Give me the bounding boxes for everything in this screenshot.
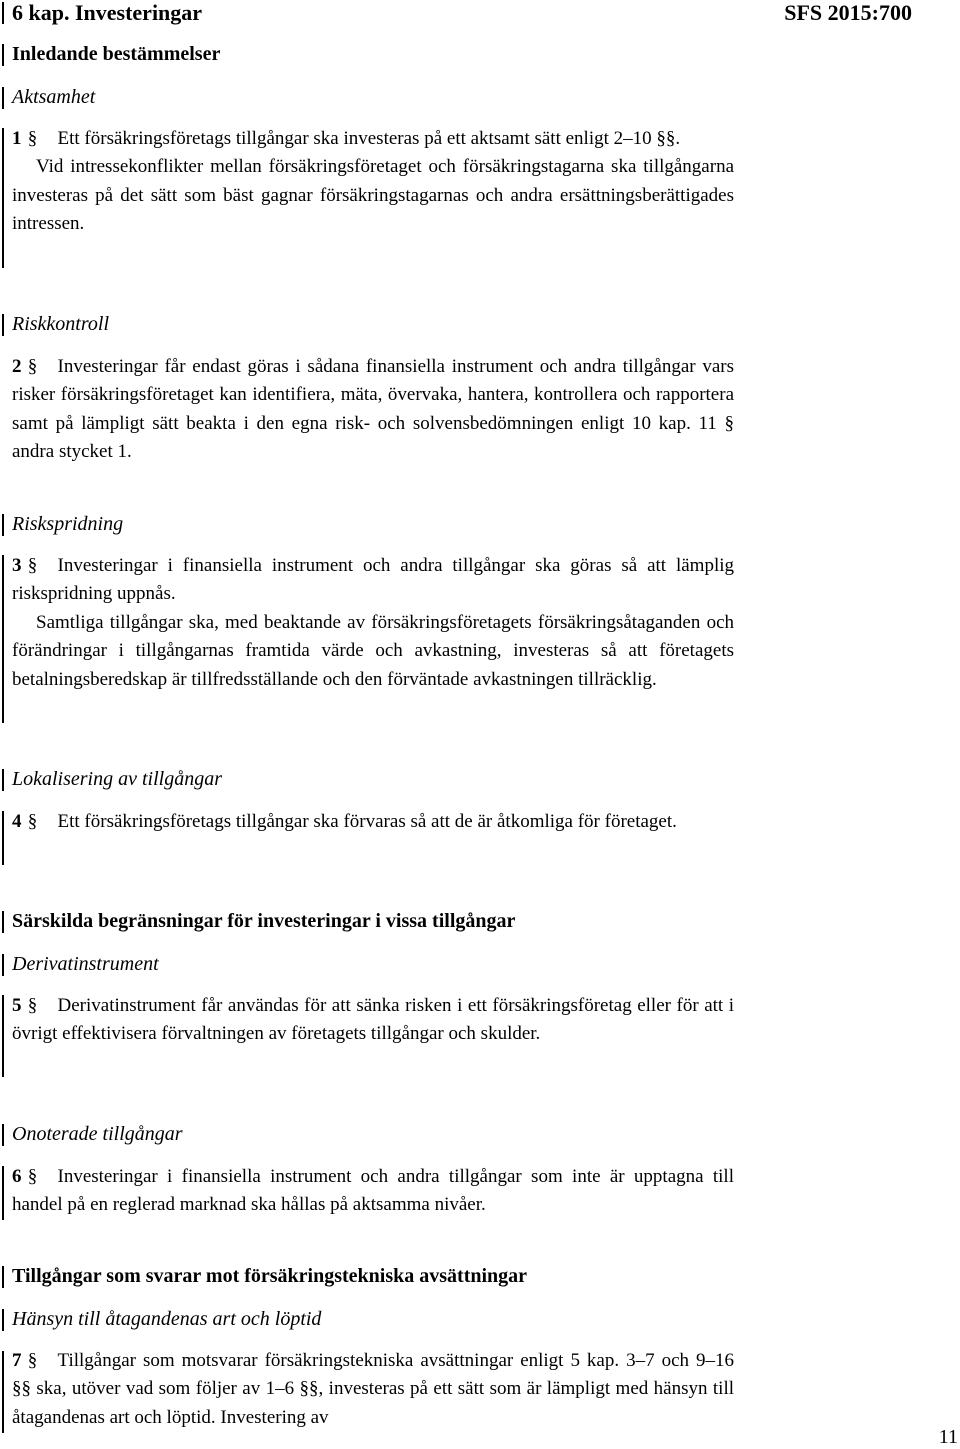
change-bar: [2, 911, 4, 933]
paragraph-6: 6 § Investeringar i finansiella instrument och andra tillgångar som inte är upptagna till handel på en reglerad marknad ska hållas på aktsamma nivåer.: [12, 1163, 734, 1220]
section-sign: §: [27, 1166, 38, 1187]
paragraph-5: 5 § Derivatinstrument får användas för att sänka risken i ett försäkringsföretag eller för att i övrigt effektivisera förvaltningen av företagets tillgångar och skulder.: [12, 992, 734, 1049]
change-bar: [2, 1124, 4, 1146]
paragraph-number: 5: [12, 995, 22, 1016]
subheading-derivat: Derivatinstrument: [12, 953, 159, 975]
chapter-title: 6 kap. Investeringar: [12, 0, 203, 25]
paragraph-number: 6: [12, 1166, 22, 1187]
sfs-number: SFS 2015:700: [784, 0, 912, 25]
change-bar: [2, 555, 4, 723]
heading-tillgangar: Tillgångar som svarar mot försäkringstekniska avsättningar: [12, 1265, 528, 1287]
section-sign: §: [27, 995, 38, 1016]
paragraph-4: 4 § Ett försäkringsföretags tillgångar ska förvaras så att de är åtkomliga för företaget.: [12, 808, 734, 836]
heading-inledande: Inledande bestämmelser: [12, 43, 221, 65]
subheading-onoterade: Onoterade tillgångar: [12, 1123, 183, 1145]
change-bar: [2, 1166, 4, 1220]
section-sign: §: [27, 128, 38, 149]
change-bar: [2, 1351, 4, 1433]
subheading-riskspridning: Riskspridning: [12, 513, 124, 535]
paragraph-number: 3: [12, 555, 22, 576]
paragraph-number: 7: [12, 1350, 22, 1371]
change-bar: [2, 995, 4, 1077]
page-number: 11: [938, 1426, 958, 1448]
paragraph-7: 7 § Tillgångar som motsvarar försäkringstekniska avsättningar enligt 5 kap. 3–7 och 9–16 §§ ska, utöver vad som följer av 1–6 §§, investeras på ett sätt som är lämpligt med hänsyn till åtagandenas art och löptid. Investering av: [12, 1347, 734, 1432]
paragraph-1: 1 § Ett försäkringsföretags tillgångar ska investeras på ett aktsamt sätt enligt 2–10 §§. Vid intressekonflikter mellan försäkringsföretaget och försäkringstagarna ska tillgångarna investeras på det sätt som bäst gagnar försäkringstagarnas och andra ersättningsberättigades intressen.: [12, 125, 734, 239]
change-bar: [2, 128, 4, 268]
section-sign: §: [27, 811, 38, 832]
change-bar: [2, 514, 4, 536]
change-bar: [2, 769, 4, 791]
change-bar: [2, 44, 4, 66]
subheading-riskkontroll: Riskkontroll: [12, 313, 110, 335]
subheading-lokalisering: Lokalisering av tillgångar: [12, 768, 222, 790]
change-bar: [2, 2, 4, 24]
subheading-hansyn: Hänsyn till åtagandenas art och löptid: [12, 1308, 322, 1330]
section-sign: §: [27, 555, 38, 576]
section-sign: §: [27, 356, 38, 377]
change-bar: [2, 314, 4, 336]
heading-sarskilda: Särskilda begränsningar för investeringar i vissa tillgångar: [12, 910, 516, 932]
change-bar: [2, 954, 4, 976]
change-bar: [2, 87, 4, 109]
paragraph-number: 1: [12, 128, 22, 149]
change-bar: [2, 811, 4, 865]
section-sign: §: [27, 1350, 38, 1371]
change-bar: [2, 1309, 4, 1331]
change-bar: [2, 1266, 4, 1288]
subheading-aktsamhet: Aktsamhet: [12, 86, 96, 108]
paragraph-2: 2 § Investeringar får endast göras i sådana finansiella instrument och andra tillgångar vars risker försäkringsföretaget kan identifiera, mäta, övervaka, hantera, kontrollera och rapportera samt på lämpligt sätt beakta i den egna risk- och solvensbedömningen enligt 10 kap. 11 § andra stycket 1.: [12, 353, 734, 467]
paragraph-number: 2: [12, 356, 22, 377]
paragraph-3: 3 § Investeringar i finansiella instrument och andra tillgångar ska göras så att lämplig riskspridning uppnås. Samtliga tillgångar ska, med beaktande av försäkringsföretagets försäkringsåtaganden och förändringar i tillgångarnas framtida värde och avkastning, investeras så att företagets betalningsberedskap är tillfredsställande och den förväntade avkastningen tillräcklig.: [12, 552, 734, 694]
paragraph-number: 4: [12, 811, 22, 832]
